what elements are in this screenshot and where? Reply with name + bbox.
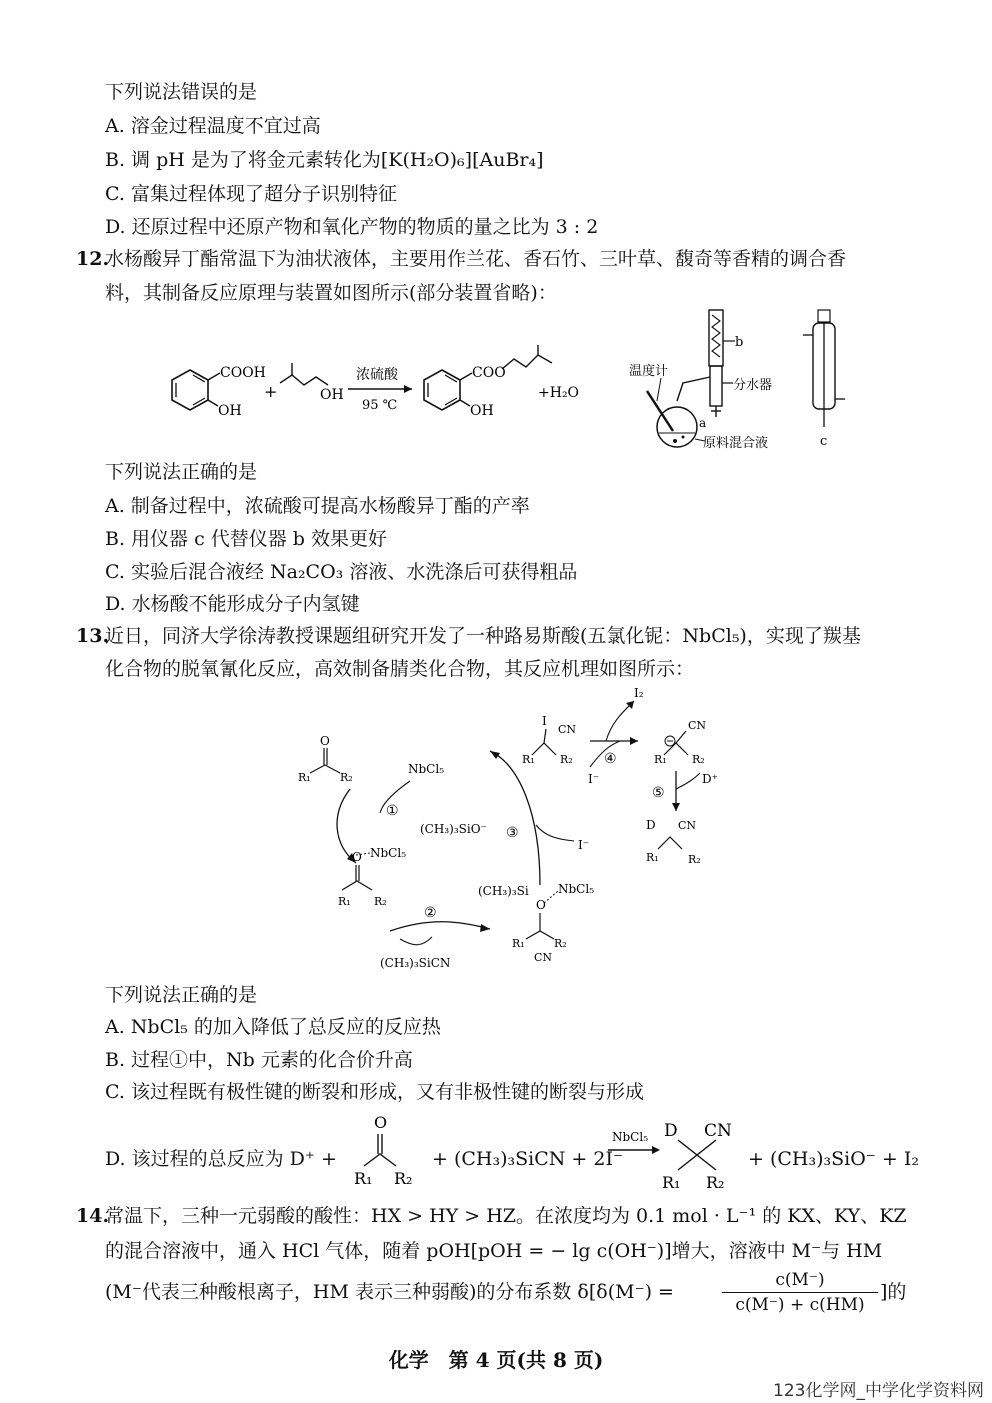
d-ketone-r2: R₂ (394, 1169, 413, 1188)
iodo-i: I (542, 714, 547, 728)
iodo-r1: R₁ (522, 753, 535, 766)
iodide-4: I⁻ (588, 772, 600, 786)
label-water-separator: 分水器 (733, 378, 773, 393)
complex-o: O (352, 850, 362, 864)
anion-r2: R₂ (692, 753, 705, 766)
label-a: a (699, 416, 707, 430)
watermark: 123化学网_中学化学资料网 (773, 1381, 984, 1401)
catalyst-label: 浓硫酸 (356, 367, 398, 383)
complex-r1: R₁ (338, 895, 351, 908)
complex-nbcl5: NbCl₅ (370, 846, 407, 860)
q11-option-d: D. 还原过程中还原产物和氧化产物的物质的量之比为 3 : 2 (105, 216, 599, 238)
ketone-o: O (320, 734, 330, 748)
q12-reaction-scheme (160, 345, 600, 435)
anion-r1: R₁ (654, 753, 667, 766)
step-1: ① (386, 803, 399, 819)
q12-option-b: B. 用仪器 c 代替仪器 b 效果更好 (105, 528, 388, 550)
label-thermometer: 温度计 (629, 364, 669, 379)
iodine-out: I₂ (634, 686, 644, 700)
q11-option-c: C. 富集过程体现了超分子识别特征 (105, 183, 397, 205)
q14-number: 14. (76, 1205, 110, 1227)
intermediate-o: O (536, 898, 546, 912)
step-5: ⑤ (652, 785, 665, 801)
q14-line3a: (M⁻代表三种酸根离子，HM 表示三种弱酸)的分布系数 δ[δ(M⁻) = (105, 1281, 674, 1303)
q13-option-a: A. NbCl₅ 的加入降低了总反应的反应热 (105, 1016, 441, 1038)
d-product-r2: R₂ (706, 1173, 725, 1192)
q12-prompt: 下列说法正确的是 (105, 461, 258, 483)
nbcl5-top: NbCl₅ (408, 762, 445, 776)
oh-label: OH (218, 403, 242, 419)
q12-option-d: D. 水杨酸不能形成分子内氢键 (105, 593, 360, 615)
q12-option-a: A. 制备过程中，浓硫酸可提高水杨酸异丁酯的产率 (105, 495, 530, 517)
q13-stem-line2: 化合物的脱氧氰化反应，高效制备腈类化合物，其反应机理如图所示： (105, 658, 695, 680)
product-r2: R₂ (688, 853, 701, 866)
q14-fraction-num: c(M⁻) (722, 1270, 878, 1293)
cooh-label: COOH (220, 365, 266, 381)
d-catalyst: NbCl₅ (612, 1130, 649, 1144)
q13-number: 13. (76, 625, 110, 647)
q11-option-b: B. 调 pH 是为了将金元素转化为[K(H₂O)₆][AuBr₄] (105, 149, 544, 171)
q12-stem-line2: 料，其制备反应原理与装置如图所示(部分装置省略)： (105, 282, 557, 304)
q13-option-d-product (660, 1118, 740, 1194)
q14-fraction-den: c(M⁻) + c(HM) (735, 1295, 865, 1315)
d-ketone-o: O (374, 1113, 388, 1132)
isobutanol-oh: OH (320, 387, 344, 403)
q13-stem-line1: 近日，同济大学徐涛教授课题组研究开发了一种路易斯酸(五氯化铌：NbCl₅)，实现了羰基 (105, 625, 861, 647)
product-oh: OH (470, 403, 494, 419)
q13-option-d-lead: D. 该过程的总反应为 D⁺ + (105, 1148, 337, 1170)
tms-o-label: (CH₃)₃SiO⁻ (420, 822, 487, 836)
step-2: ② (424, 905, 437, 921)
q14-line2: 的混合溶液中，通入 HCl 气体，随着 pOH[pOH = − lg c(OH⁻)]增大，溶液中 M⁻与 HM (105, 1240, 883, 1262)
d-ketone-r1: R₁ (354, 1169, 373, 1188)
product-cn: CN (678, 819, 697, 832)
q12-apparatus (625, 305, 865, 455)
label-c: c (820, 434, 828, 449)
step-4: ④ (604, 751, 617, 767)
q13-option-d-tail: + (CH₃)₃SiO⁻ + I₂ (748, 1148, 919, 1170)
q13-prompt: 下列说法正确的是 (105, 984, 258, 1006)
product-r1: R₁ (646, 851, 659, 864)
intermediate-cn: CN (534, 951, 553, 964)
label-b: b (735, 335, 744, 350)
product-d: D (646, 818, 656, 832)
q13-mechanism (290, 685, 730, 975)
q13-option-d-mid: + (CH₃)₃SiCN + 2I⁻ (432, 1148, 624, 1170)
intermediate-r2: R₂ (554, 937, 567, 950)
iodide-in: I⁻ (578, 838, 590, 852)
q11-option-a: A. 溶金过程温度不宜过高 (105, 115, 321, 137)
iodo-r2: R₂ (560, 753, 573, 766)
q14-fraction (722, 1270, 878, 1315)
d-plus: D⁺ (702, 772, 718, 786)
label-mixture: 原料混合液 (703, 436, 769, 451)
q11-prompt: 下列说法错误的是 (105, 81, 258, 103)
q13-option-b: B. 过程①中，Nb 元素的化合价升高 (105, 1049, 413, 1071)
q12-stem-line1: 水杨酸异丁酯常温下为油状液体，主要用作兰花、香石竹、三叶草、馥奇等香精的调合香 (105, 248, 847, 270)
tms-cn-label: (CH₃)₃SiCN (380, 956, 451, 970)
page-footer: 化学 第 4 页(共 8 页) (388, 1348, 604, 1372)
iodo-cn: CN (558, 723, 577, 736)
step-3: ③ (506, 825, 519, 841)
ketone-r2: R₂ (340, 771, 353, 784)
intermediate-tms: (CH₃)₃Si (478, 884, 529, 898)
intermediate-r1: R₁ (512, 937, 525, 950)
q13-option-d-arrow (606, 1128, 666, 1168)
q12-number: 12. (76, 248, 110, 270)
q12-option-c: C. 实验后混合液经 Na₂CO₃ 溶液、水洗涤后可获得粗品 (105, 561, 578, 583)
plus-sign: + (264, 382, 278, 401)
temp-label: 95 ℃ (362, 398, 398, 413)
coo-label: COO (472, 365, 506, 381)
d-product-d: D (664, 1121, 678, 1141)
water-label: +H₂O (538, 385, 580, 401)
ketone-r1: R₁ (298, 771, 311, 784)
intermediate-nbcl5: NbCl₅ (558, 882, 595, 896)
d-product-r1: R₁ (662, 1173, 681, 1192)
q13-option-c: C. 该过程既有极性键的断裂和形成，又有非极性键的断裂与形成 (105, 1081, 644, 1103)
q13-option-d-ketone (348, 1112, 418, 1192)
anion-cn: CN (688, 719, 707, 732)
d-product-cn: CN (704, 1121, 732, 1141)
q14-line1: 常温下，三种一元弱酸的酸性：HX > HY > HZ。在浓度均为 0.1 mol · L⁻¹ 的 KX、KY、KZ (105, 1205, 907, 1227)
complex-r2: R₂ (374, 895, 387, 908)
q14-line3b: ]的 (880, 1281, 907, 1303)
